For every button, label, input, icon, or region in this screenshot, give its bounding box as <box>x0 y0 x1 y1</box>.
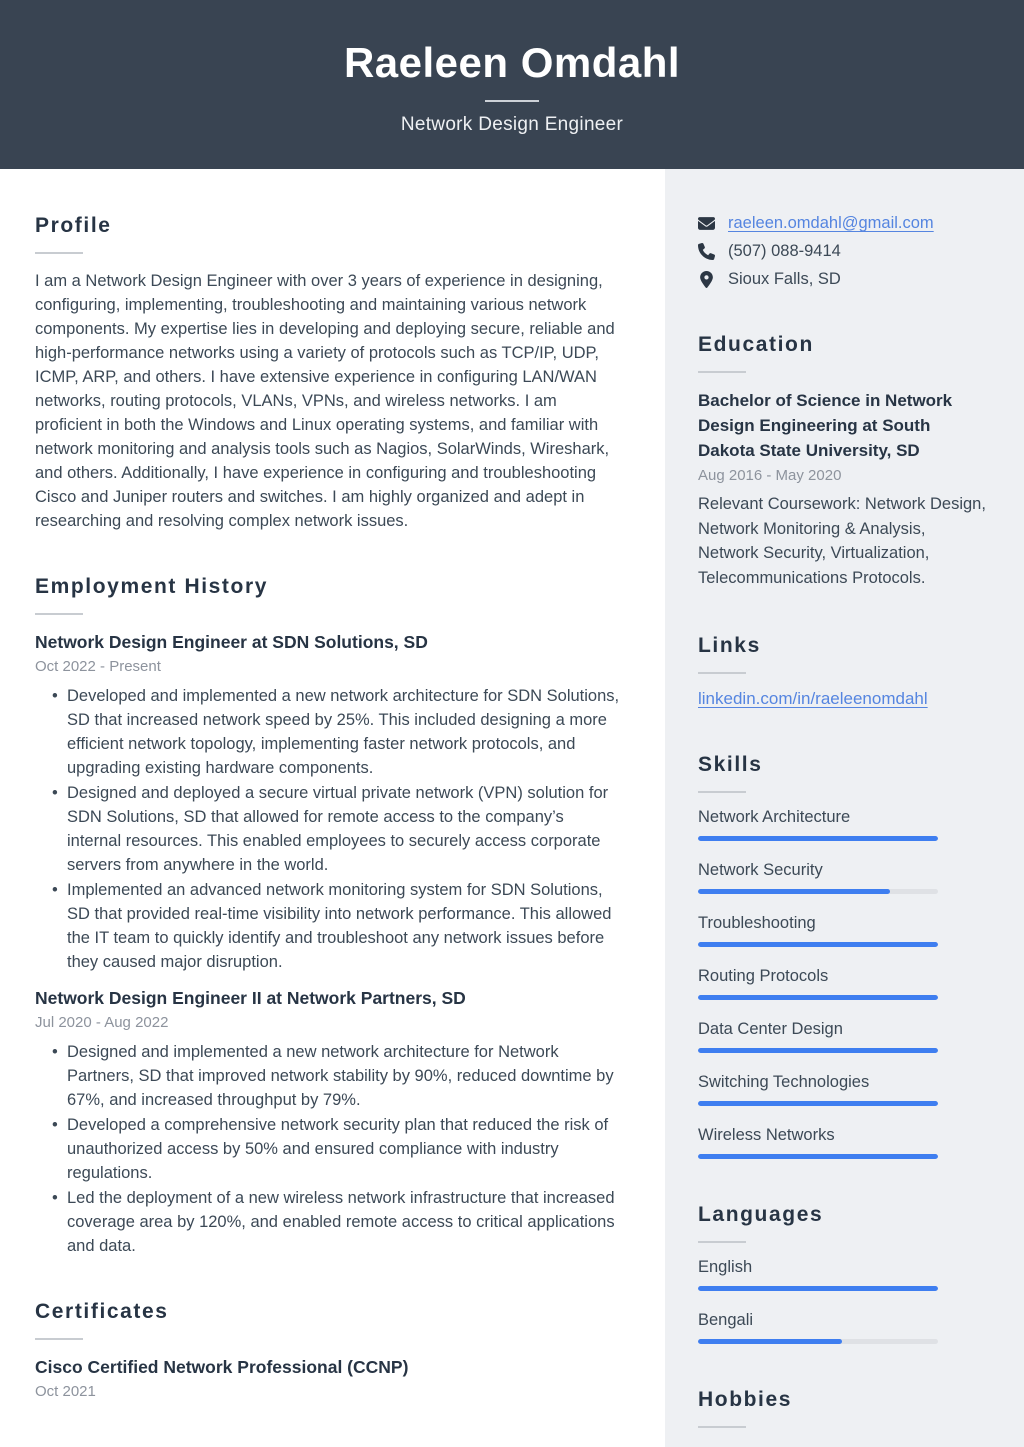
sidebar <box>665 169 1024 1447</box>
skill-item <box>698 1073 990 1106</box>
profile-section <box>35 214 621 533</box>
skill-name: Switching Technologies <box>698 1073 870 1091</box>
links-section <box>698 634 990 709</box>
education-dates: Aug 2016 - May 2020 <box>698 467 842 484</box>
certificates-section <box>35 1300 621 1400</box>
person-job-title: Network Design Engineer <box>400 114 624 135</box>
skill-name: Wireless Networks <box>698 1126 835 1144</box>
skill-name: Data Center Design <box>698 1020 843 1038</box>
employment-section <box>35 575 621 1258</box>
certificate-date: Oct 2021 <box>35 1383 96 1400</box>
job-title: Network Design Engineer at SDN Solutions, SD <box>35 632 428 652</box>
section-divider <box>35 1338 83 1340</box>
skill-meter-track <box>698 889 938 894</box>
skill-item <box>698 914 990 947</box>
location-text: Sioux Falls, SD <box>728 270 841 288</box>
skill-item <box>698 967 990 1000</box>
certificate-title: Cisco Certified Network Professional (CCNP) <box>35 1357 409 1377</box>
job-bullet: • Designed and deployed a secure virtual private network (VPN) solution for SDN Solutions, SD that allowed for remote access to the company’s internal resources. This enabled employees to securely access corporate servers from anywhere in the world. <box>52 781 621 877</box>
skill-meter-track <box>698 1154 938 1159</box>
job-bullet: • Implemented an advanced network monitoring system for SDN Solutions, SD that provided real-time visibility into network performance. This allowed the IT team to quickly identify and troubleshoot any network issues before they caused major disruption. <box>52 878 621 974</box>
skill-meter-track <box>698 995 938 1000</box>
contact-email-row <box>698 214 990 233</box>
links-heading: Links <box>698 634 761 657</box>
section-divider <box>698 1426 746 1428</box>
skill-meter-track <box>698 836 938 841</box>
section-divider <box>698 371 746 373</box>
skills-section <box>698 753 990 1159</box>
profile-heading: Profile <box>35 214 112 237</box>
language-meter-fill <box>698 1339 842 1344</box>
language-name: English <box>698 1258 753 1276</box>
education-heading: Education <box>698 333 814 356</box>
skill-meter-track <box>698 1048 938 1053</box>
language-meter-fill <box>698 1286 938 1291</box>
section-divider <box>698 791 746 793</box>
section-divider <box>35 613 83 615</box>
resume-header <box>0 0 1024 169</box>
skills-list <box>698 808 990 1159</box>
job-bullet: • Led the deployment of a new wireless network infrastructure that increased coverage area by 120%, and enabled remote access to critical applications and data. <box>52 1186 621 1258</box>
hobbies-heading: Hobbies <box>698 1388 793 1411</box>
job-entry <box>35 986 621 1258</box>
skill-name: Network Security <box>698 861 823 879</box>
header-divider <box>485 100 539 102</box>
skill-meter-track <box>698 1101 938 1106</box>
skill-name: Routing Protocols <box>698 967 829 985</box>
language-meter-track <box>698 1339 938 1344</box>
skill-meter-fill <box>698 995 938 1000</box>
skill-meter-fill <box>698 889 890 894</box>
links-list <box>698 689 990 709</box>
job-dates: Oct 2022 - Present <box>35 658 161 675</box>
languages-list <box>698 1258 990 1344</box>
skill-meter-track <box>698 942 938 947</box>
skill-item <box>698 1020 990 1053</box>
linkedin-link[interactable]: linkedin.com/in/raeleenomdahl <box>698 689 928 708</box>
skill-meter-fill <box>698 1154 938 1159</box>
map-pin-icon <box>698 271 715 288</box>
envelope-icon <box>698 215 715 232</box>
languages-section <box>698 1203 990 1344</box>
job-bullet-list <box>52 684 621 974</box>
job-bullet: • Designed and implemented a new network architecture for Network Partners, SD that improved network stability by 90%, reduced downtime by 67%, and increased throughput by 79%. <box>52 1040 621 1112</box>
education-section <box>698 333 990 590</box>
skill-name: Troubleshooting <box>698 914 816 932</box>
section-divider <box>35 252 83 254</box>
job-entry <box>35 630 621 974</box>
job-bullet: • Developed and implemented a new network architecture for SDN Solutions, SD that increased network speed by 25%. This included designing a more efficient network topology, implementing faster network protocols, and upgrading existing hardware components. <box>52 684 621 780</box>
degree-title: Bachelor of Science in Network Design Engineering at South Dakota State University, SD <box>698 391 953 460</box>
phone-icon <box>698 243 715 260</box>
section-divider <box>698 1241 746 1243</box>
skill-item <box>698 1126 990 1159</box>
language-meter-track <box>698 1286 938 1291</box>
skill-meter-fill <box>698 1101 938 1106</box>
resume-body <box>0 169 1024 1447</box>
language-item <box>698 1311 990 1344</box>
contact-block <box>698 214 990 289</box>
skills-heading: Skills <box>698 753 763 776</box>
language-item <box>698 1258 990 1291</box>
job-bullet: • Developed a comprehensive network security plan that reduced the risk of unauthorized access by 50% and ensured compliance with industry regulations. <box>52 1113 621 1185</box>
job-title: Network Design Engineer II at Network Partners, SD <box>35 988 466 1008</box>
education-description: Relevant Coursework: Network Design, Network Monitoring & Analysis, Network Security, Virtualization, Telecommunications Protocols. <box>698 495 986 587</box>
contact-phone-row <box>698 242 990 261</box>
profile-text: I am a Network Design Engineer with over 3 years of experience in designing, configuring, implementing, troubleshooting and maintaining various network components. My expertise lies in developing and deploying secure, reliable and high-performance networks using a variety of protocols such as TCP/IP, UDP, ICMP, ARP, and others. I have extensive experience in configuring LAN/WAN networks, routing protocols, VLANs, VPNs, and wireless networks. I am proficient in both the Windows and Linux operating systems, and familiar with network monitoring and analysis tools such as Nagios, SolarWinds, Wireshark, and others. Additionally, I have experience in configuring and troubleshooting Cisco and Juniper routers and switches. I am highly organized and adept in researching and resolving complex network issues. <box>35 272 615 530</box>
email-link[interactable]: raeleen.omdahl@gmail.com <box>728 214 934 232</box>
person-name: Raeleen Omdahl <box>343 39 681 86</box>
job-dates: Jul 2020 - Aug 2022 <box>35 1014 169 1031</box>
hobbies-section <box>698 1388 990 1428</box>
section-divider <box>698 672 746 674</box>
skill-name: Network Architecture <box>698 808 851 826</box>
employment-heading: Employment History <box>35 575 269 598</box>
skill-item <box>698 861 990 894</box>
job-bullet-list <box>52 1040 621 1258</box>
skill-item <box>698 808 990 841</box>
certificates-heading: Certificates <box>35 1300 169 1323</box>
phone-number: (507) 088-9414 <box>728 242 841 260</box>
contact-location-row <box>698 270 990 289</box>
main-column <box>0 169 665 1447</box>
skill-meter-fill <box>698 1048 938 1053</box>
languages-heading: Languages <box>698 1203 824 1226</box>
language-name: Bengali <box>698 1311 754 1329</box>
skill-meter-fill <box>698 942 938 947</box>
skill-meter-fill <box>698 836 938 841</box>
